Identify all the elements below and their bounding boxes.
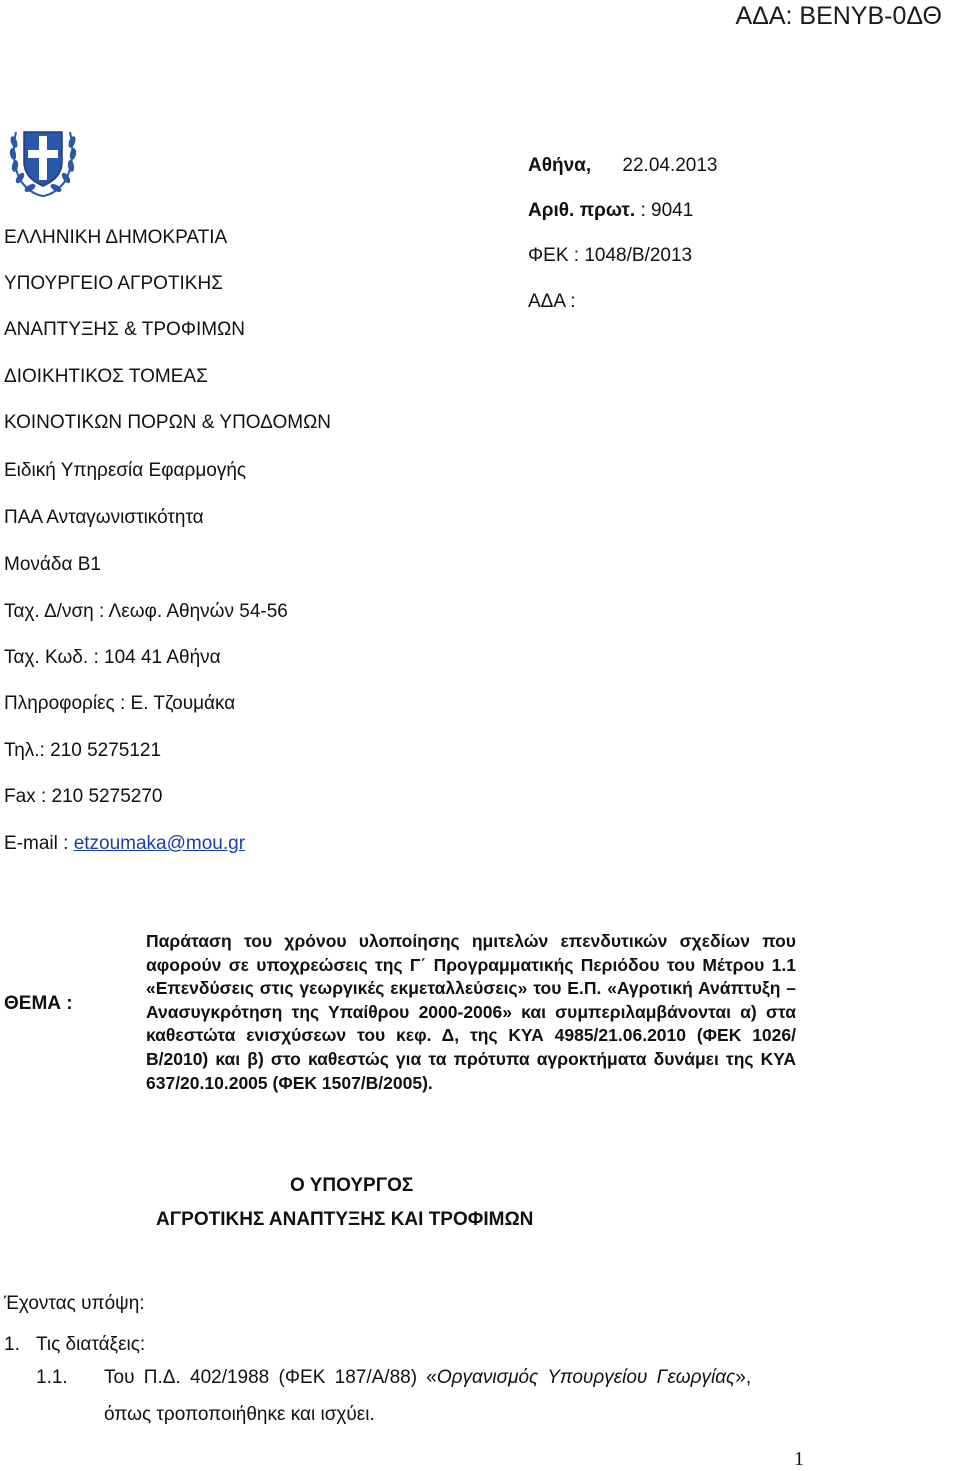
subitem-continuation: όπως τροποποιήθηκε και ισχύει. bbox=[104, 1404, 375, 1425]
sender-line: Ταχ. Δ/νση : Λεωφ. Αθηνών 54-56 bbox=[4, 601, 288, 622]
page-number: 1 bbox=[794, 1448, 804, 1470]
email-line bbox=[4, 832, 245, 856]
sender-line: ΠΑΑ Ανταγωνιστικότητα bbox=[4, 507, 204, 528]
sender-line: ΔΙΟΙΚΗΤΙΚΟΣ ΤΟΜΕΑΣ bbox=[4, 366, 208, 387]
sender-line: ΕΛΛΗΝΙΚΗ ΔΗΜΟΚΡΑΤΙΑ bbox=[4, 227, 228, 248]
having-regard-heading: Έχοντας υπόψη: bbox=[4, 1293, 145, 1314]
sender-line: Ταχ. Κωδ. : 104 41 Αθήνα bbox=[4, 647, 221, 668]
subitem-prefix: Του Π.Δ. 402/1988 (ΦΕΚ 187/Α/88) « bbox=[104, 1367, 437, 1388]
sender-line: ΚΟΙΝΟΤΙΚΩΝ ΠΟΡΩΝ & ΥΠΟΔΟΜΩΝ bbox=[4, 412, 331, 433]
fek-line: ΦΕΚ : 1048/Β/2013 bbox=[528, 245, 693, 266]
subitem-italic-title: Οργανισμός Υπουργείου Γεωργίας bbox=[436, 1367, 736, 1388]
subitem-number: 1.1. bbox=[36, 1367, 68, 1388]
sender-line: ΥΠΟΥΡΓΕΙΟ ΑΓΡΟΤΙΚΗΣ bbox=[4, 273, 223, 294]
protocol-label: Αριθ. πρωτ. bbox=[528, 200, 636, 221]
subject-text: Παράταση του χρόνου υλοποίησης ημιτελών επενδυτικών σχεδίων που αφορούν σε υποχρεώσεις της Γ΄ Προγραμματικής Περιόδου του Μέτρου 1.1 «Επενδύσεις στις γεωργικές εκμεταλλεύσεις» του Ε.Π. «Αγροτική Ανάπτυξη – Ανασυγκρότηση της Υπαίθρου 2000-2006» και συμπεριλαμβάνονται α) στα καθεστώτα ενισχύσεων του κεφ. Δ, της ΚΥΑ 4985/21.06.2010 (ΦΕΚ 1026/Β/2010) και β) στο καθεστώς για τα πρότυπα αγροκτήματα δυνάμει της ΚΥΑ 637/20.10.2005 (ΦΕΚ 1507/Β/2005). bbox=[146, 931, 796, 1093]
sender-line: Ειδική Υπηρεσία Εφαρμογής bbox=[4, 460, 247, 481]
sender-line: ΑΝΑΠΤΥΞΗΣ & ΤΡΟΦΙΜΩΝ bbox=[4, 319, 246, 340]
subitem-suffix: », bbox=[735, 1367, 752, 1388]
protocol-value: : 9041 bbox=[635, 200, 694, 221]
subject-label: ΘΕΜΑ : bbox=[4, 993, 73, 1014]
email-link[interactable]: etzoumaka@mou.gr bbox=[73, 833, 246, 854]
sender-line: Fax : 210 5275270 bbox=[4, 786, 163, 807]
sender-line: Τηλ.: 210 5275121 bbox=[4, 740, 162, 761]
item-text: Τις διατάξεις: bbox=[36, 1334, 146, 1355]
date-line bbox=[528, 154, 718, 178]
minister-title: Ο ΥΠΟΥΡΓΟΣ bbox=[290, 1175, 414, 1196]
place-label: Αθήνα, bbox=[528, 155, 592, 176]
greek-coat-of-arms-icon bbox=[6, 118, 80, 198]
email-label: E-mail : bbox=[4, 833, 74, 854]
minister-ministry: ΑΓΡΟΤΙΚΗΣ ΑΝΑΠΤΥΞΗΣ ΚΑΙ ΤΡΟΦΙΜΩΝ bbox=[156, 1209, 534, 1230]
ada-code-header: ΑΔΑ: ΒΕΝΥΒ-0ΔΘ bbox=[735, 2, 942, 30]
ada-line: ΑΔΑ : bbox=[528, 291, 576, 312]
sender-line: Πληροφορίες : Ε. Τζουμάκα bbox=[4, 693, 236, 714]
protocol-line bbox=[528, 199, 693, 223]
subitem-text bbox=[104, 1366, 751, 1390]
sender-line: Μονάδα Β1 bbox=[4, 554, 101, 575]
date-value: 22.04.2013 bbox=[622, 155, 718, 176]
item-number: 1. bbox=[4, 1334, 20, 1355]
